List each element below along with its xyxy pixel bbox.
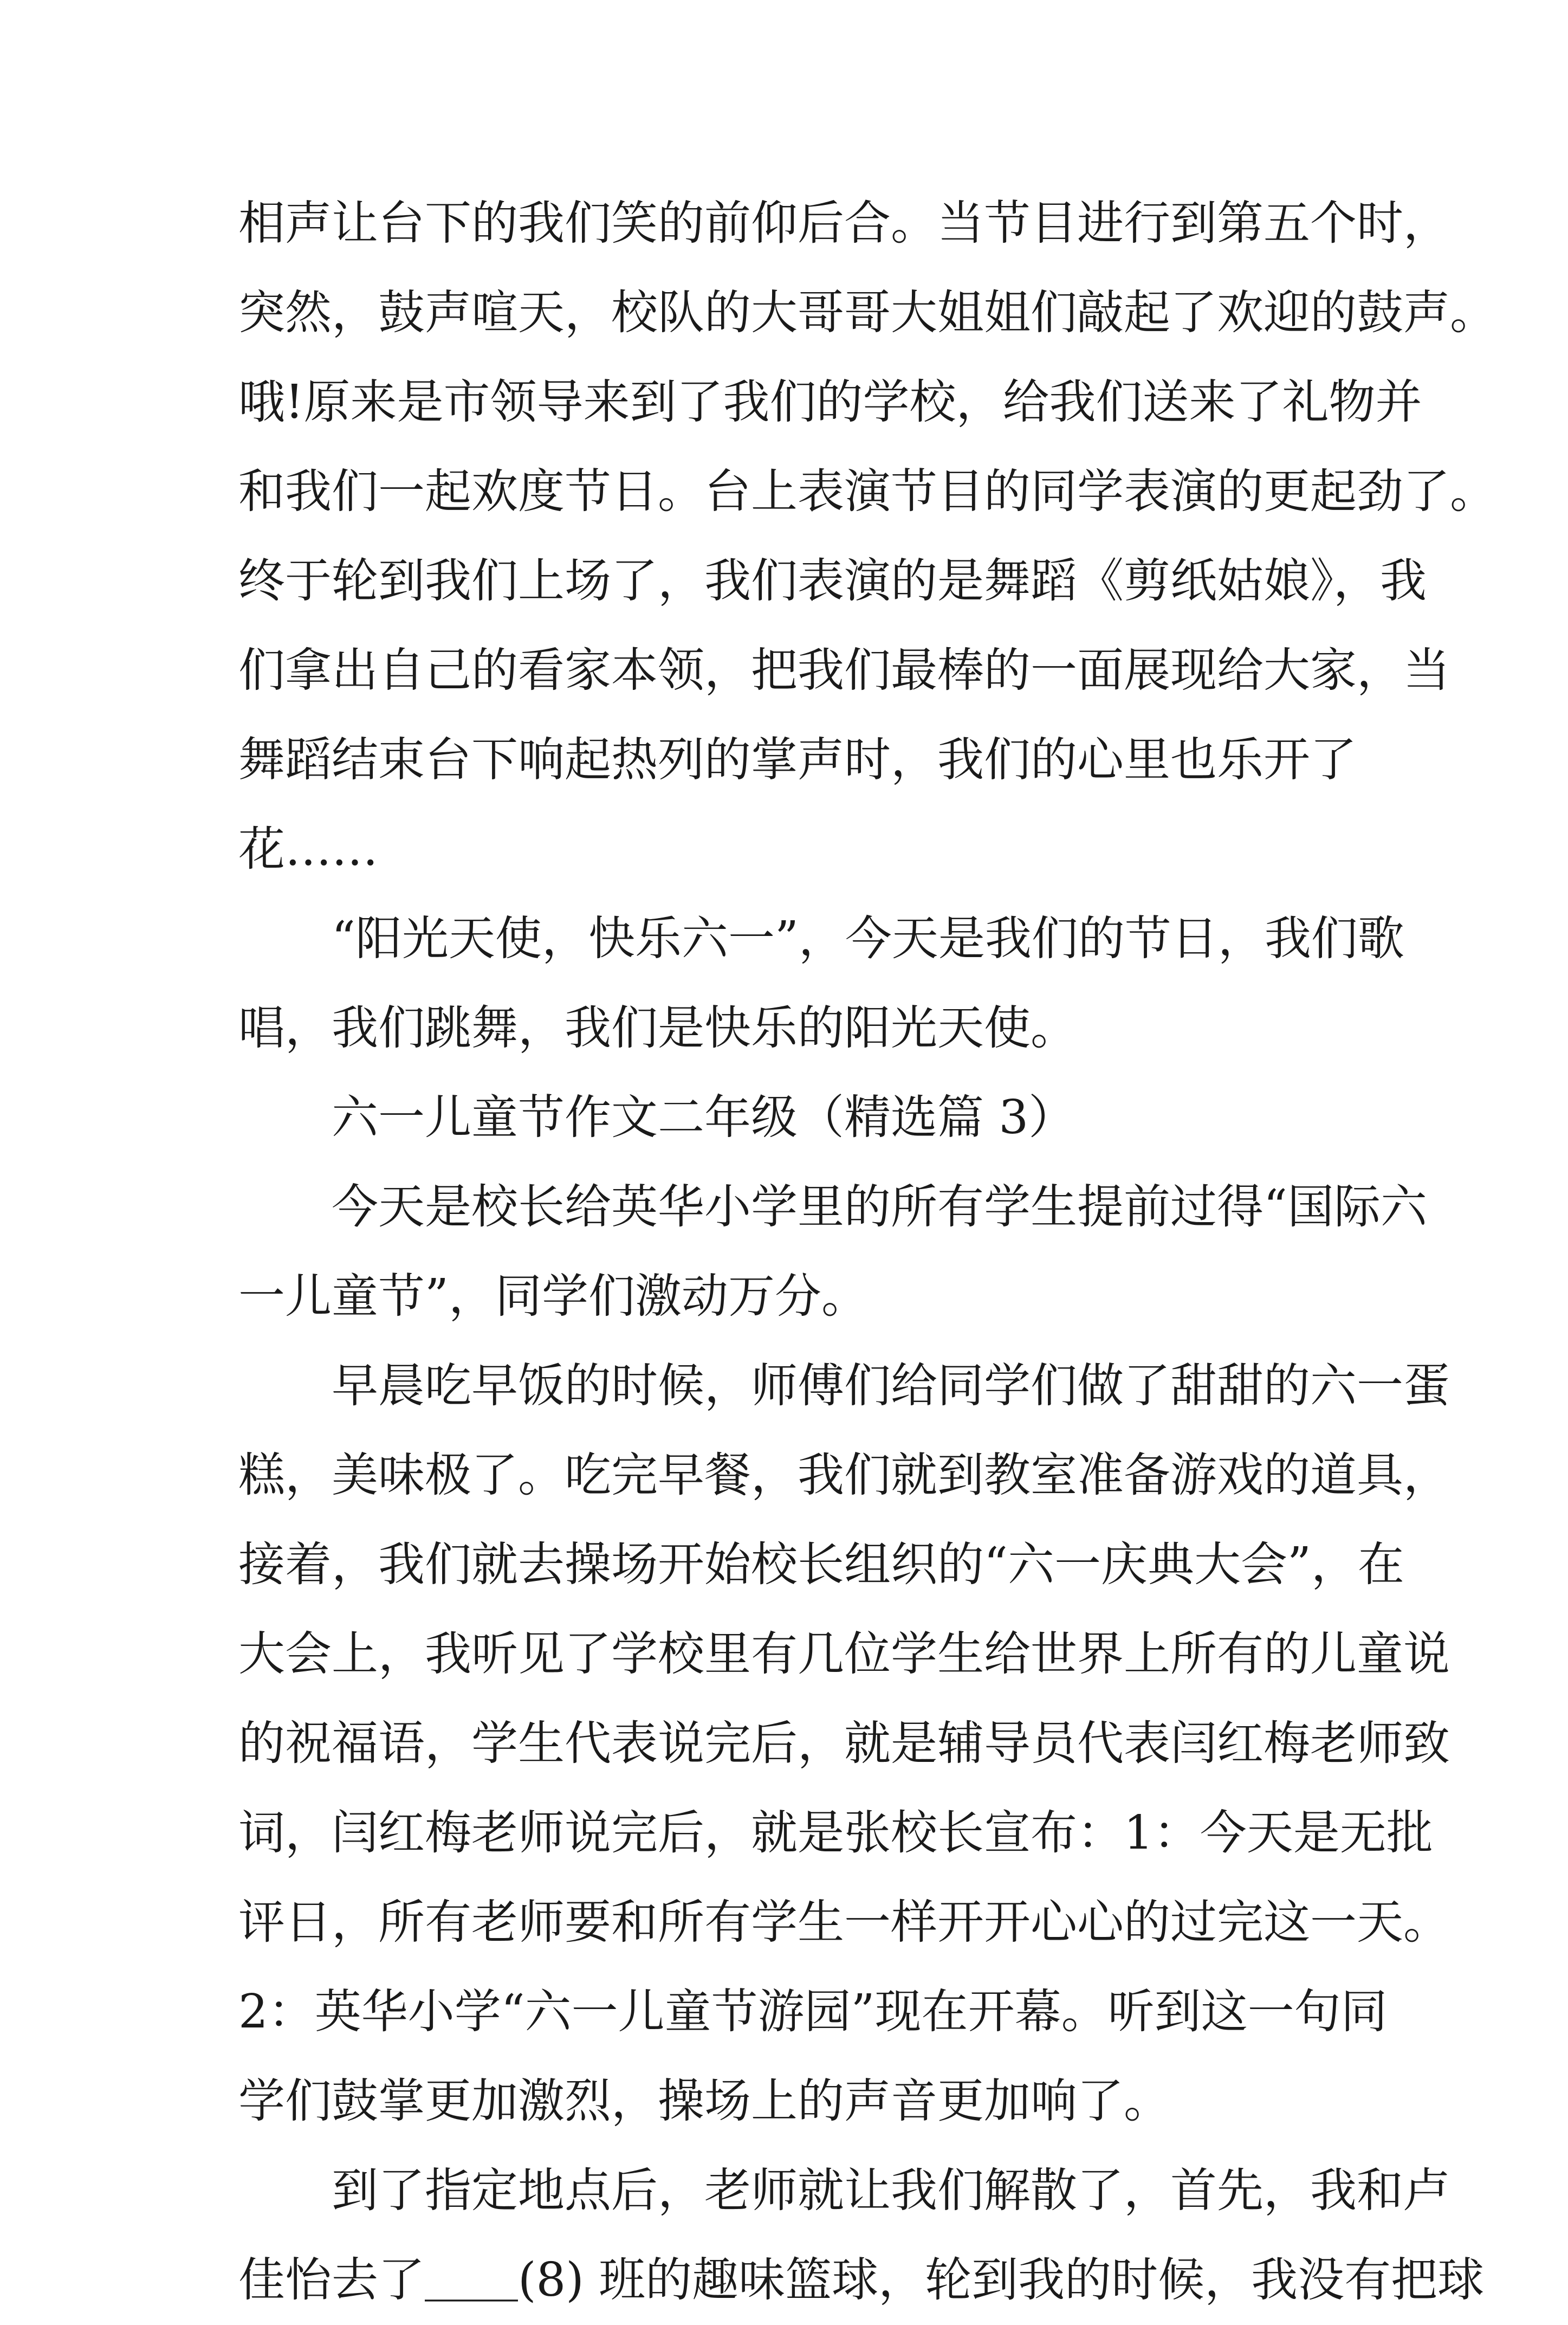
paragraph-line: 学们鼓掌更加激烈，操场上的声音更加响了。 [238, 2074, 1170, 2128]
paragraph-line: 今天是校长给英华小学里的所有学生提前过得“国际六 [332, 1180, 1427, 1234]
paragraph-line: 花…… [238, 822, 378, 876]
paragraph-line: 糕，美味极了。吃完早餐，我们就到教室准备游戏的道具， [238, 1448, 1450, 1502]
paragraph-line: 的祝福语，学生代表说完后，就是辅导员代表闫红梅老师致 [238, 1716, 1450, 1771]
paragraph-line: 终于轮到我们上场了，我们表演的是舞蹈《剪纸姑娘》，我 [238, 554, 1427, 608]
section-heading: 六一儿童节作文二年级（精选篇 3） [332, 1090, 1075, 1145]
paragraph-line: 们拿出自己的看家本领，把我们最棒的一面展现给大家，当 [238, 643, 1450, 698]
essay-text-body [238, 179, 1496, 2325]
paragraph-line: 和我们一起欢度节日。台上表演节目的同学表演的更起劲了。 [238, 464, 1496, 519]
paragraph-line: 唱，我们跳舞，我们是快乐的阳光天使。 [238, 1001, 1077, 1055]
paragraph-line: 哦!原来是市领导来到了我们的学校，给我们送来了礼物并 [238, 375, 1422, 429]
paragraph-line: 佳怡去了＿＿(8) 班的趣味篮球，轮到我的时候，我没有把球 [238, 2253, 1485, 2307]
paragraph-line: 舞蹈结束台下响起热列的掌声时，我们的心里也乐开了 [238, 733, 1357, 787]
paragraph-line: 2：英华小学“六一儿童节游园”现在开幕。听到这一句同 [238, 1985, 1388, 2039]
paragraph-line: 早晨吃早饭的时候，师傅们给同学们做了甜甜的六一蛋 [332, 1359, 1450, 1413]
paragraph-line: 一儿童节”，同学们激动万分。 [238, 1269, 868, 1323]
paragraph-line: 词，闫红梅老师说完后，就是张校长宣布：1：今天是无批 [238, 1806, 1433, 1860]
paragraph-line: 评日，所有老师要和所有学生一样开开心心的过完这一天。 [238, 1895, 1450, 1949]
paragraph-line: 突然，鼓声喧天，校队的大哥哥大姐姐们敲起了欢迎的鼓声。 [238, 286, 1496, 340]
paragraph-line: 相声让台下的我们笑的前仰后合。当节目进行到第五个时， [238, 196, 1450, 250]
paragraph-line: “阳光天使，快乐六一”，今天是我们的节日，我们歌 [332, 912, 1404, 966]
paragraph-line: 接着，我们就去操场开始校长组织的“六一庆典大会”，在 [238, 1538, 1404, 1592]
paragraph-line: 大会上，我听见了学校里有几位学生给世界上所有的儿童说 [238, 1627, 1450, 1681]
paragraph-line: 到了指定地点后，老师就让我们解散了，首先，我和卢 [332, 2163, 1450, 2218]
